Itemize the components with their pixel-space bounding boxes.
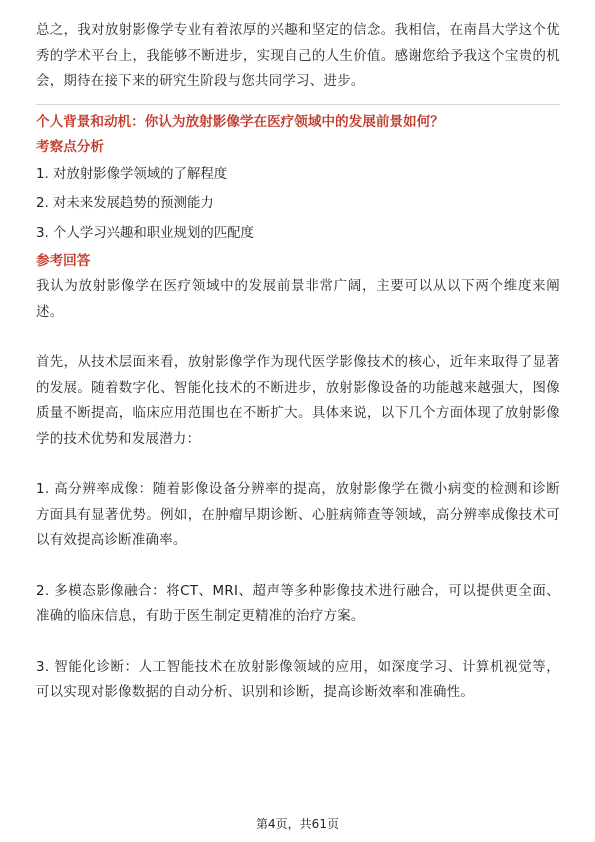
interview-question: 个人背景和动机：你认为放射影像学在医疗领域中的发展前景如何？ [36, 113, 444, 130]
answer-paragraph: 2. 多模态影像融合：将CT、MRI、超声等多种影像技术进行融合，可以提供更全面、准确的临床信息，有助于医生制定更精准的治疗方案。 [36, 583, 560, 624]
analysis-item: 2. 对未来发展趋势的预测能力 [36, 196, 214, 211]
analysis-item: 3. 个人学习兴趣和职业规划的匹配度 [36, 225, 254, 241]
page-number: 第4页，共61页 [256, 817, 339, 831]
answer-paragraph: 1. 高分辨率成像：随着影像设备分辨率的提高，放射影像学在微小病变的检测和诊断方面具有显著优势。例如，在肿瘤早期诊断、心脏病筛查等领域，高分辨率成像技术可以有效提高诊断准确率。 [36, 482, 560, 548]
document-page [36, 18, 560, 706]
answer-title: 参考回答 [36, 253, 91, 269]
answer-paragraph: 我认为放射影像学在医疗领域中的发展前景非常广阔，主要可以从以下两个维度来阐述。 [36, 279, 560, 320]
answer-paragraph: 首先，从技术层面来看，放射影像学作为现代医学影像技术的核心，近年来取得了显著的发展。随着数字化、智能化技术的不断进步，放射影像设备的功能越来越强大，图像质量不断提高，临床应用范围也在不断扩大。具体来说，以下几个方面体现了放射影像学的技术优势和发展潜力： [36, 355, 560, 447]
section-divider [36, 104, 560, 105]
analysis-title: 考察点分析 [36, 138, 104, 155]
answer-paragraph: 3. 智能化诊断：人工智能技术在放射影像领域的应用，如深度学习、计算机视觉等，可以实现对影像数据的自动分析、识别和诊断，提高诊断效率和准确性。 [36, 659, 560, 700]
analysis-item: 1. 对放射影像学领域的了解程度 [36, 166, 228, 182]
intro-paragraph: 总之，我对放射影像学专业有着浓厚的兴趣和坚定的信念。我相信，在南昌大学这个优秀的学术平台上，我能够不断进步，实现自己的人生价值。感谢您给予我这个宝贵的机会，期待在接下来的研究生阶段与您共同学习、进步。 [36, 23, 560, 89]
